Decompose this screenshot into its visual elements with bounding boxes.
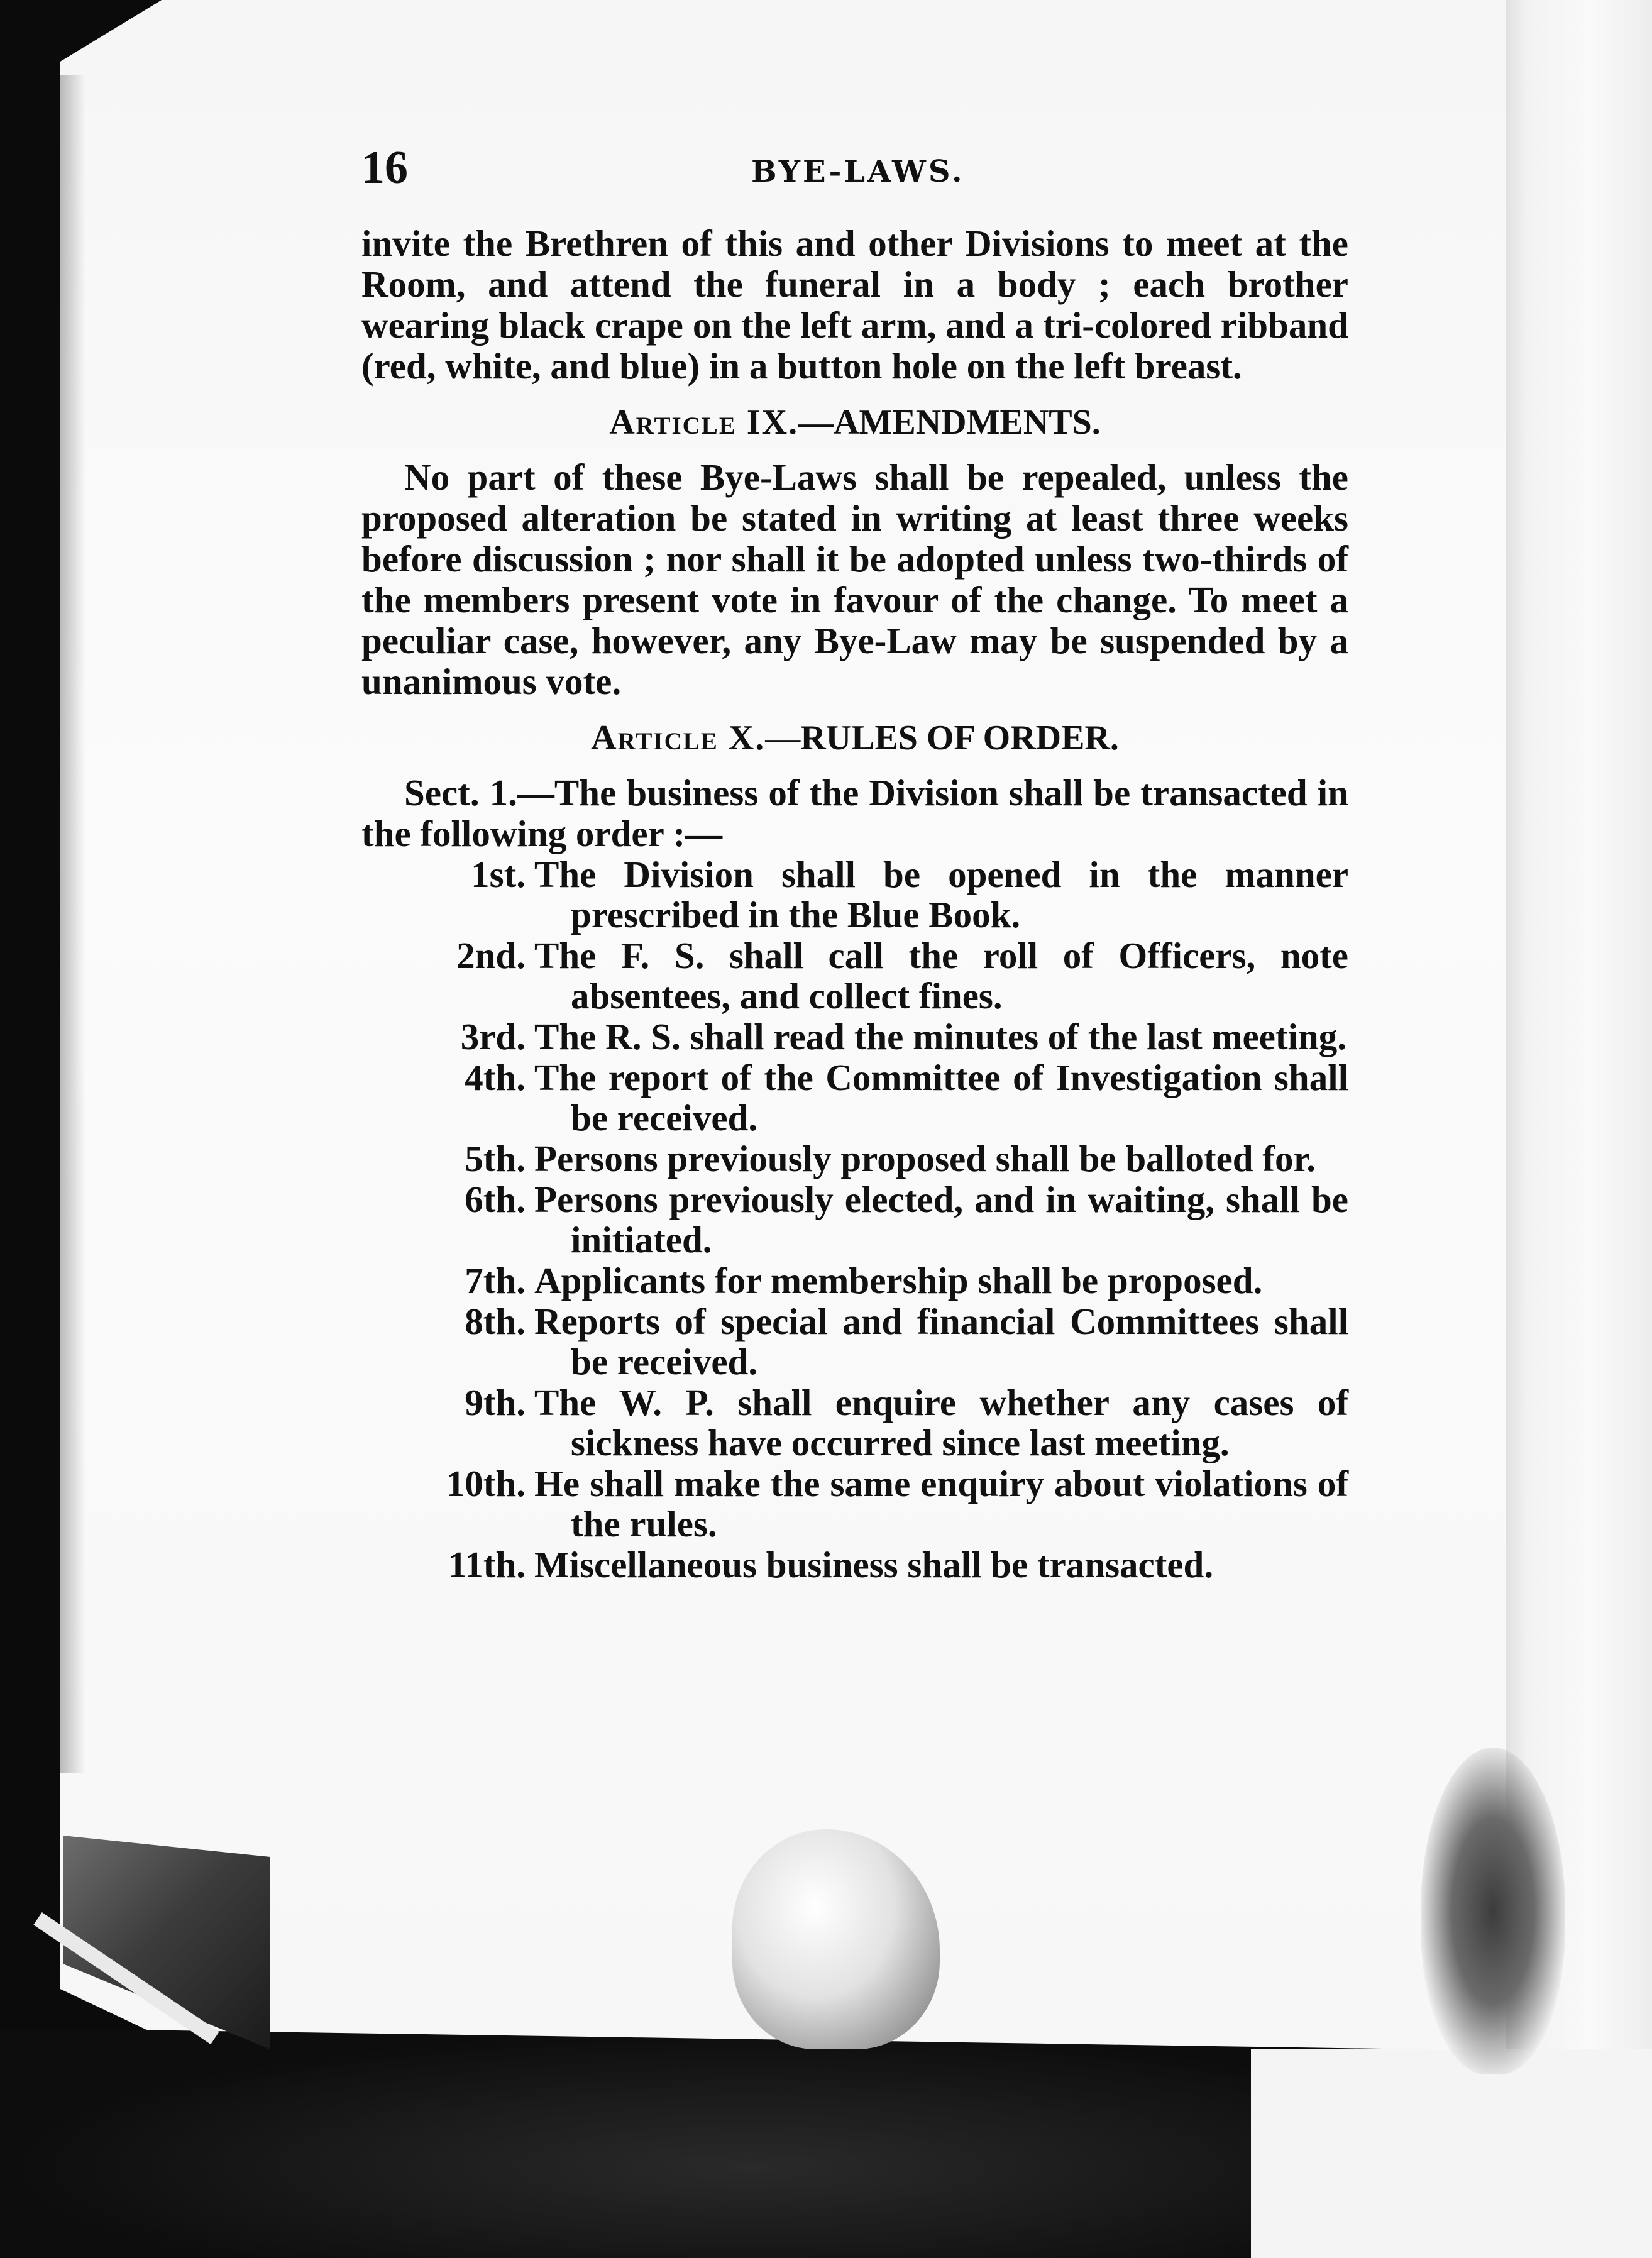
item-number: 6th. (465, 1179, 526, 1220)
item-number: 1st. (471, 854, 526, 895)
item-text: Persons previously elected, and in waiting, shall be initiated. (534, 1179, 1348, 1260)
item-number: 9th. (465, 1382, 526, 1423)
item-text: He shall make the same enquiry about violations of the rules. (534, 1463, 1348, 1545)
continuation-paragraph: invite the Brethren of this and other Divisions to meet at the Room, and attend the funeral in a body ; each brother wearing black crape on the left arm, and a tri-colored ribband (red, white, and blue) in a button hole on the left breast. (361, 223, 1348, 387)
list-item (361, 935, 1348, 1016)
item-text: The Division shall be opened in the manner prescribed in the Blue Book. (534, 854, 1348, 935)
running-head (361, 141, 1348, 211)
article-ix-heading (361, 400, 1348, 444)
spine-smudge (1421, 1748, 1565, 2074)
article-x-title: —RULES OF ORDER. (765, 719, 1119, 757)
article-ix-title: —AMENDMENTS. (798, 403, 1101, 442)
item-number: 2nd. (456, 935, 526, 976)
item-number: 5th. (465, 1138, 526, 1179)
item-text: The F. S. shall call the roll of Officers, note absentees, and collect fines. (534, 935, 1348, 1016)
order-of-business-list (361, 854, 1348, 1585)
running-title: BYE-LAWS. (751, 154, 965, 189)
item-number: 10th. (446, 1463, 526, 1504)
facing-page-lower (1248, 2049, 1652, 2258)
list-item (361, 1260, 1348, 1301)
item-text: Persons previously proposed shall be balloted for. (534, 1138, 1316, 1179)
item-number: 11th. (448, 1544, 526, 1585)
list-item (361, 1016, 1348, 1057)
item-text: Applicants for membership shall be proposed. (534, 1260, 1263, 1301)
item-text: Reports of special and financial Committees shall be received. (534, 1301, 1348, 1382)
item-number: 3rd. (460, 1016, 526, 1057)
article-x-label: Article X. (591, 719, 766, 757)
item-text: The report of the Committee of Investigation shall be received. (534, 1057, 1348, 1138)
item-number: 4th. (465, 1057, 526, 1098)
list-item (361, 1301, 1348, 1382)
item-text: The W. P. shall enquire whether any cases of sickness have occurred since last meeting. (534, 1382, 1348, 1463)
article-ix-paragraph: No part of these Bye-Laws shall be repealed, unless the proposed alteration be stated in writing at least three weeks before discussion ; nor shall it be adopted unless two-thirds of the members present vote in favour of the change. To meet a peculiar case, however, any Bye-Law may be suspended by a unanimous vote. (361, 456, 1348, 702)
page-edge-shadow (60, 75, 85, 1773)
section-intro: Sect. 1.—The business of the Division shall be transacted in the following order :— (361, 772, 1348, 854)
background-shadow (0, 2030, 1251, 2258)
item-text: The R. S. shall read the minutes of the last meeting. (534, 1016, 1346, 1057)
item-number: 7th. (465, 1260, 526, 1301)
list-item (361, 1463, 1348, 1544)
list-item (361, 1138, 1348, 1179)
list-item (361, 1179, 1348, 1260)
article-ix-label: Article IX. (609, 403, 799, 442)
item-number: 8th. (465, 1301, 526, 1342)
item-text: Miscellaneous business shall be transacted. (534, 1544, 1214, 1585)
article-x-heading (361, 716, 1348, 760)
page-text-block (361, 141, 1348, 1585)
list-item (361, 854, 1348, 935)
list-item (361, 1545, 1348, 1585)
page-number: 16 (361, 142, 408, 194)
list-item (361, 1382, 1348, 1463)
list-item (361, 1057, 1348, 1138)
